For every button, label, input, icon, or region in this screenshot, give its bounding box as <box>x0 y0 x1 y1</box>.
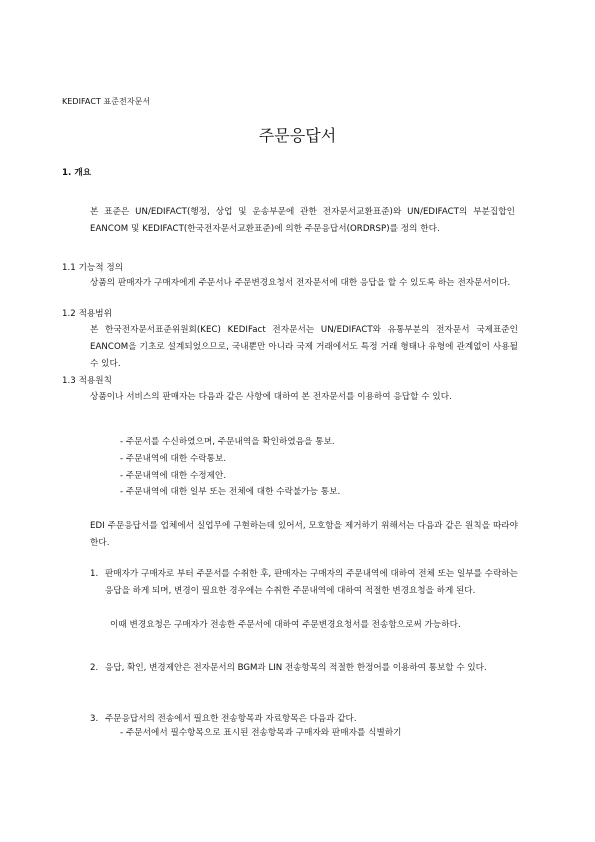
subsection-heading-scope: 1.2 적용범위 <box>62 309 113 319</box>
section-heading-overview: 1. 개요 <box>62 168 92 178</box>
principles-bullet: - 주문내역에 대한 일부 또는 전체에 대한 수락불가능 통보. <box>120 487 341 497</box>
edi-principles-paragraph: EDI 주문응답서를 업체에서 실업무에 구현하는데 있어서, 모호함을 제거하기 위해서는 다음과 같은 원칙을 따라야 한다. <box>90 521 518 548</box>
principles-bullet: - 주문내역에 대한 수락통보. <box>120 454 227 464</box>
subsection-heading-principles: 1.3 적용원칙 <box>62 376 113 386</box>
rule-text: 판매자가 구매자로 부터 주문서를 수취한 후, 판매자는 구매자의 주문내역에 대하여 전체 또는 일부를 수락하는 응답을 하게 되며, 변경이 필요한 경우에는 수취한 주문내역에 대하여 적절한 변경요청을 하게 된다. <box>105 569 518 596</box>
overview-paragraph: 본 표준은 UN/EDIFACT(행정, 상업 및 운송부문에 관한 전자문서교환표준)와 UN/EDIFACT의 부분집합인 EANCOM 및 KEDIFACT(한국전자문서교환표준)에 의한 주문응답서(ORDRSP)를 정의 한다. <box>90 207 515 234</box>
subsection-heading-definition: 1.1 기능적 정의 <box>62 263 124 273</box>
principles-paragraph: 상품이나 서비스의 판매자는 다음과 같은 사항에 대하여 본 전자문서를 이용하여 응답할 수 있다. <box>90 392 452 402</box>
document-header: KEDIFACT 표준전자문서 <box>62 97 151 106</box>
rule-number: 2. <box>90 663 99 673</box>
principles-bullet: - 주문내역에 대한 수정제안. <box>120 471 227 481</box>
scope-paragraph: 본 한국전자문서표준위원회(KEC) KEDIFact 전자문서는 UN/EDIFACT와 유통부분의 전자문서 국제표준인 EANCOM을 기초로 설계되었으므로, 국내뿐만 아니라 국제 거래에서도 특정 거래 형태나 유형에 관계없이 사용될 수 있다. <box>90 325 518 369</box>
rule-note: 이때 변경요청은 구매자가 전송한 주문서에 대하여 주문변경요청서를 전송함으로써 가능하다. <box>110 620 461 630</box>
document-title: 주문응답서 <box>258 126 337 145</box>
principles-bullet: - 주문서를 수신하였으며, 주문내역을 확인하였음을 통보. <box>120 437 335 447</box>
rule-bullet: - 주문서에서 필수항목으로 표시된 전송항목과 구매자와 판매자를 식별하기 <box>120 728 402 738</box>
rule-text: 주문응답서의 전송에서 필요한 전송항목과 자료항목은 다음과 같다. <box>105 714 357 724</box>
rule-number: 1. <box>90 569 99 579</box>
rule-number: 3. <box>90 714 99 724</box>
definition-paragraph: 상품의 판매자가 구매자에게 주문서나 주문변경요청서 전자문서에 대한 응답을 할 수 있도록 하는 전자문서이다. <box>90 278 511 288</box>
rule-text: 응답, 확인, 변경제안은 전자문서의 BGM과 LIN 전송항목의 적절한 한정어를 이용하여 통보할 수 있다. <box>105 663 487 673</box>
